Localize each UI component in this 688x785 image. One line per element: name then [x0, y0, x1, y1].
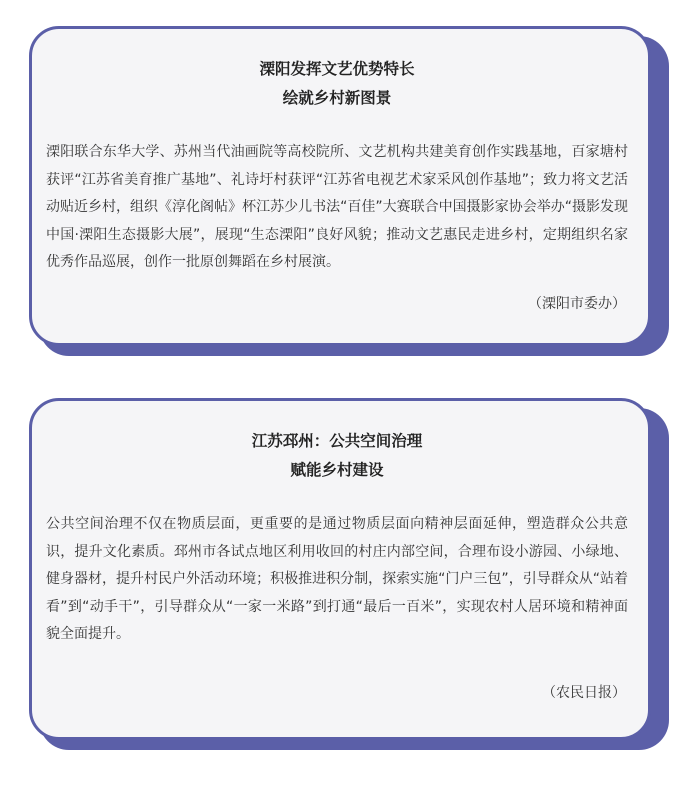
card-title-line-1: 溧阳发挥文艺优势特长	[259, 60, 415, 78]
card-title-line-2: 绘就乡村新图景	[282, 89, 392, 107]
card-title-line-1: 江苏邳州：公共空间治理	[251, 432, 423, 450]
card-body-text: 溧阳联合东华大学、苏州当代油画院等高校院所、文艺机构共建美育创作实践基地，百家塘村获评“江苏省美育推广基地”、礼诗圩村获评“江苏省电视艺术家采风创作基地”；致力将文艺活动贴近乡村，组织《淳化阁帖》杯江苏少儿书法“百佳”大赛联合中国摄影家协会举办“摄影发现中国·溧阳生态摄影大展”，展现“生态溧阳”良好风貌；推动文艺惠民走进乡村，定期组织名家优秀作品巡展，创作一批原创舞蹈在乡村展演。	[46, 144, 628, 270]
card-title-line-2: 赋能乡村建设	[290, 461, 384, 479]
card-panel	[29, 26, 651, 346]
card-body-text: 公共空间治理不仅在物质层面，更重要的是通过物质层面向精神层面延伸，塑造群众公共意识，提升文化素质。邳州市各试点地区利用收回的村庄内部空间，合理布设小游园、小绿地、健身器材，提升村民户外活动环境；积极推进积分制，探索实施“门户三包”，引导群众从“站着看”到“动手干”，引导群众从“一家一米路”到打通“最后一百米”，实现农村人居环境和精神面貌全面提升。	[46, 516, 628, 642]
card-source: （农民日报）	[542, 685, 626, 701]
card-source: （溧阳市委办）	[528, 296, 626, 312]
card-title	[46, 427, 628, 485]
article-card-liyang	[29, 26, 665, 346]
article-card-pizhou	[29, 398, 665, 740]
card-title	[46, 55, 628, 113]
card-panel	[29, 398, 651, 740]
